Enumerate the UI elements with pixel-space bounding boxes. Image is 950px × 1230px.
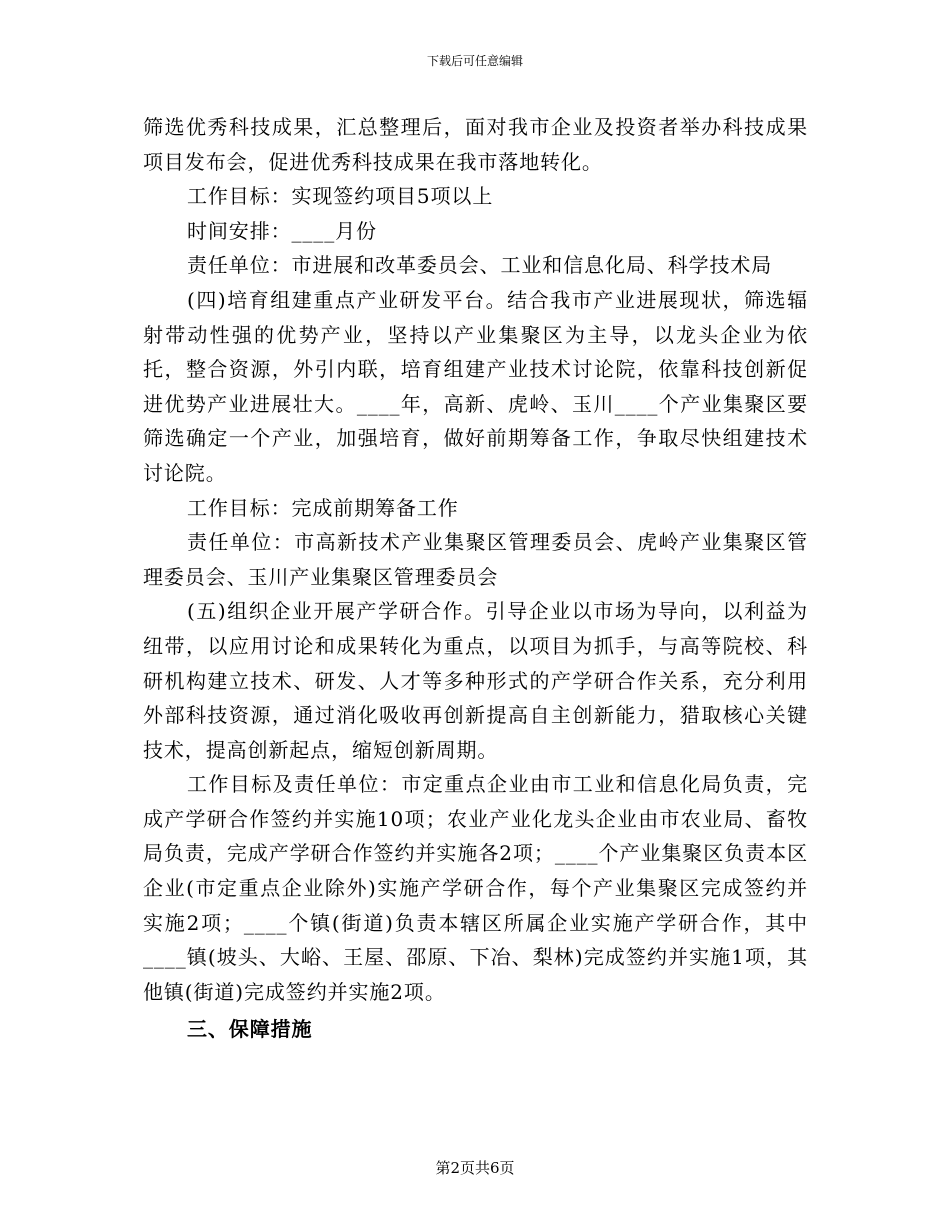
paragraph: 筛选优秀科技成果，汇总整理后，面对我市企业及投资者举办科技成果项目发布会，促进优秀科技成果在我市落地转化。: [143, 115, 808, 174]
document-body: [143, 110, 808, 1047]
paragraph: (四)培育组建重点产业研发平台。结合我市产业进展现状，筛选辐射带动性强的优势产业，坚持以产业集聚区为主导，以龙头企业为依托，整合资源，外引内联，培育组建产业技术讨论院，依靠科技创新促进优势产业进展壮大。____年，高新、虎岭、玉川____个产业集聚区要筛选确定一个产业，加强培育，做好前期筹备工作，争取尽快组建技术讨论院。: [143, 287, 808, 485]
paragraph: 工作目标：完成前期筹备工作: [187, 495, 459, 520]
page-number: 第2页共6页: [435, 1159, 515, 1177]
paragraph: 责任单位：市进展和改革委员会、工业和信息化局、科学技术局: [187, 253, 773, 278]
page-header-note: 下载后可任意编辑: [426, 54, 523, 68]
paragraph: 责任单位：市高新技术产业集聚区管理委员会、虎岭产业集聚区管理委员会、玉川产业集聚区管理委员会: [143, 530, 808, 589]
paragraph: 工作目标及责任单位：市定重点企业由市工业和信息化局负责，完成产学研合作签约并实施10项；农业产业化龙头企业由市农业局、畜牧局负责，完成产学研合作签约并实施各2项；____个产业集聚区负责本区企业(市定重点企业除外)实施产学研合作，每个产业集聚区完成签约并实施2项；____个镇(街道)负责本辖区所属企业实施产学研合作，其中____镇(坡头、大峪、王屋、邵原、下冶、梨林)完成签约并实施1项，其他镇(街道)完成签约并实施2项。: [143, 772, 808, 1004]
section-heading: 三、保障措施: [187, 1017, 313, 1042]
paragraph: 时间安排：____月份: [187, 218, 377, 243]
paragraph: (五)组织企业开展产学研合作。引导企业以市场为导向，以利益为纽带，以应用讨论和成果转化为重点，以项目为抓手，与高等院校、科研机构建立技术、研发、人才等多种形式的产学研合作关系，充分利用外部科技资源，通过消化吸收再创新提高自主创新能力，猎取核心关键技术，提高创新起点，缩短创新周期。: [143, 599, 808, 762]
paragraph: 工作目标：实现签约项目5项以上: [187, 184, 494, 209]
